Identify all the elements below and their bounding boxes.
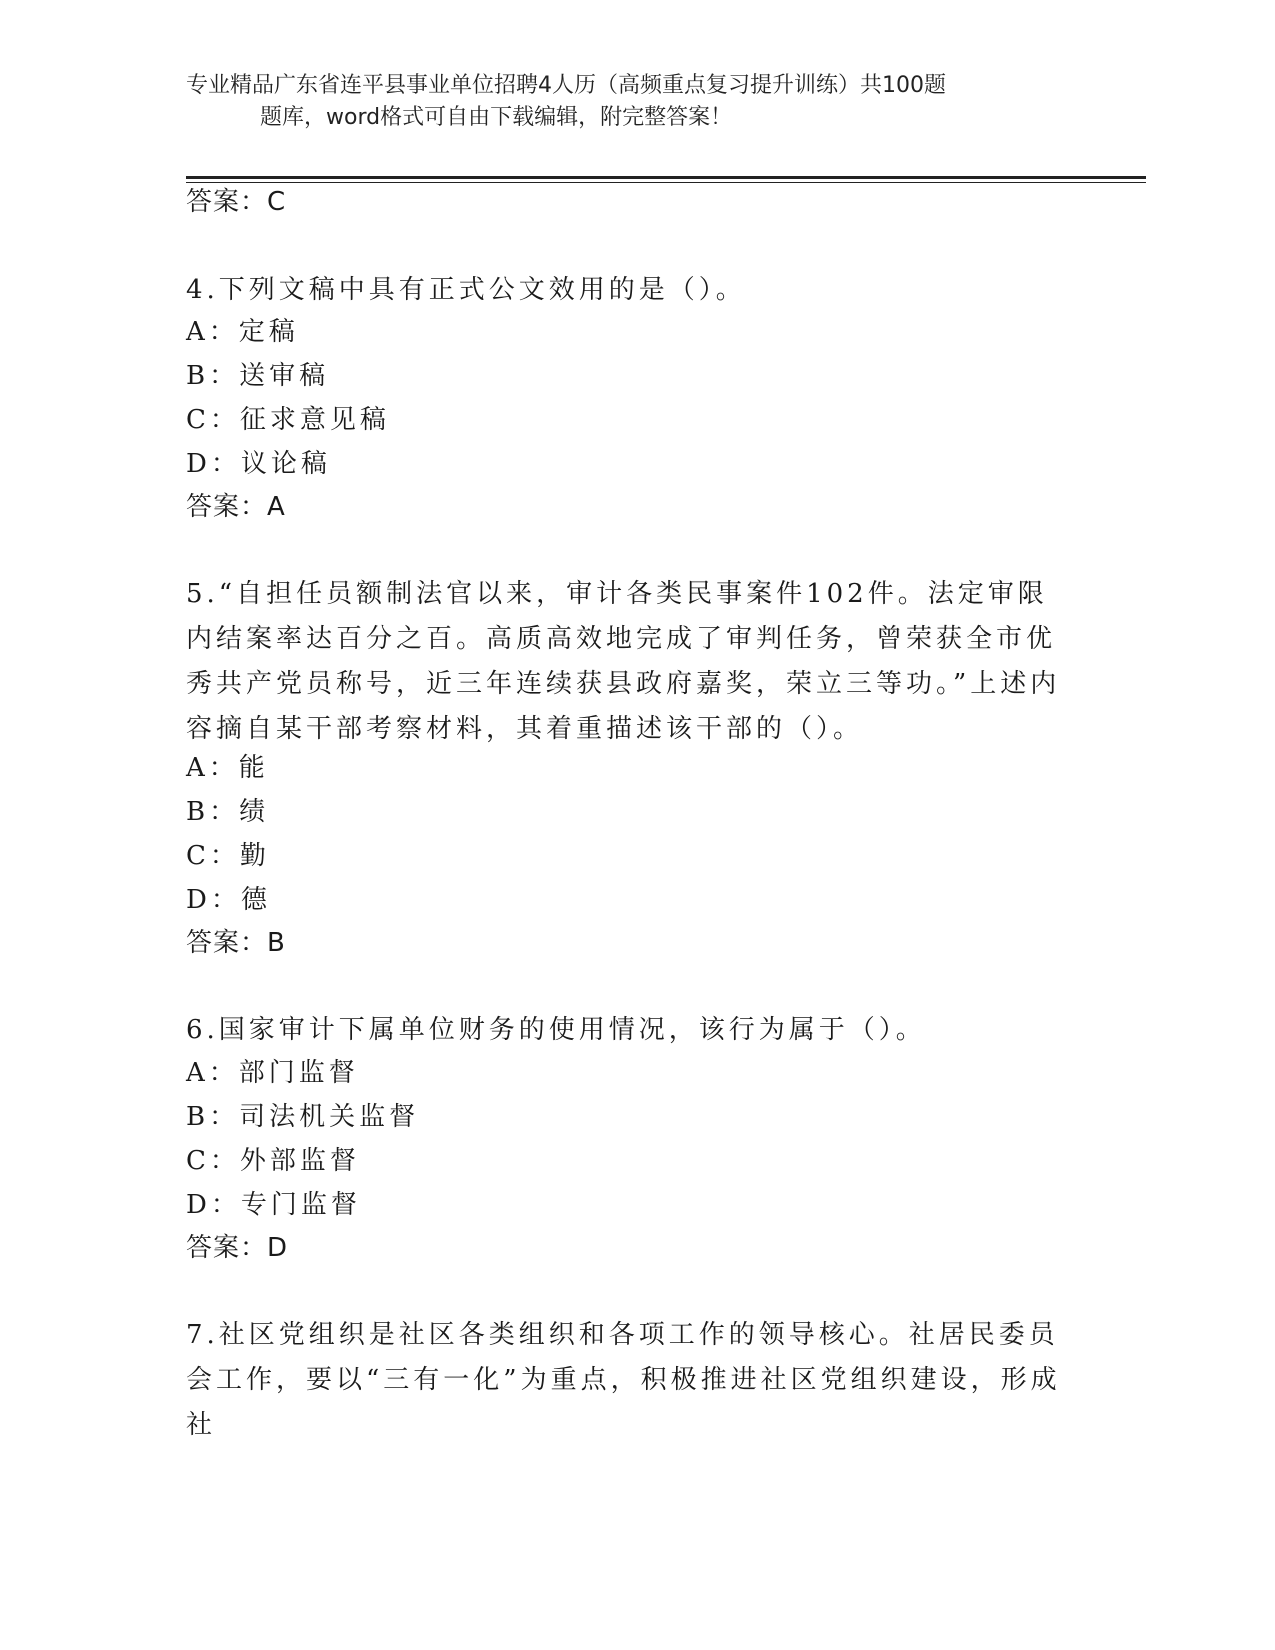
q5-option-c: C：勤 xyxy=(186,841,270,871)
q4-option-d: D：议论稿 xyxy=(186,449,331,479)
q5-option-a: A：能 xyxy=(186,753,269,783)
q4-option-b: B：送审稿 xyxy=(186,361,330,391)
q6-option-c: C：外部监督 xyxy=(186,1146,360,1176)
q5-option-d: D：德 xyxy=(186,885,271,915)
question-6: 6.国家审计下属单位财务的使用情况，该行为属于（）。 xyxy=(186,1015,926,1045)
answer-q5: 答案：B xyxy=(186,928,286,958)
question-5: 5.“自担任员额制法官以来，审计各类民事案件102件。法定审限内结案率达百分之百。高质高效地完成了审判任务，曾荣获全市优秀共产党员称号，近三年连续获县政府嘉奖，荣立三等功。”上述内容摘自某干部考察材料，其着重描述该干部的（）。 xyxy=(186,579,1061,744)
answer-q3: 答案：C xyxy=(186,187,287,217)
question-7: 7.社区党组织是社区各类组织和各项工作的领导核心。社居民委员会工作，要以“三有一化”为重点，积极推进社区党组织建设，形成社 xyxy=(186,1320,1061,1440)
answer-q4: 答案：A xyxy=(186,492,286,522)
header-divider-thin xyxy=(186,182,1146,183)
question-4: 4.下列文稿中具有正式公文效用的是（）。 xyxy=(186,275,746,305)
header-title-line1: 专业精品广东省连平县事业单位招聘4人历（高频重点复习提升训练）共100题 xyxy=(186,73,946,98)
header-title-line2: 题库，word格式可自由下载编辑，附完整答案！ xyxy=(260,105,733,130)
answer-q6: 答案：D xyxy=(186,1233,289,1263)
header-divider-thick xyxy=(186,176,1146,179)
q6-option-b: B：司法机关监督 xyxy=(186,1102,420,1132)
q6-option-a: A：部门监督 xyxy=(186,1058,359,1088)
q4-option-c: C：征求意见稿 xyxy=(186,405,390,435)
q5-option-b: B：绩 xyxy=(186,797,270,827)
q4-option-a: A：定稿 xyxy=(186,317,299,347)
q6-option-d: D：专门监督 xyxy=(186,1190,361,1220)
document-header xyxy=(186,70,1066,134)
